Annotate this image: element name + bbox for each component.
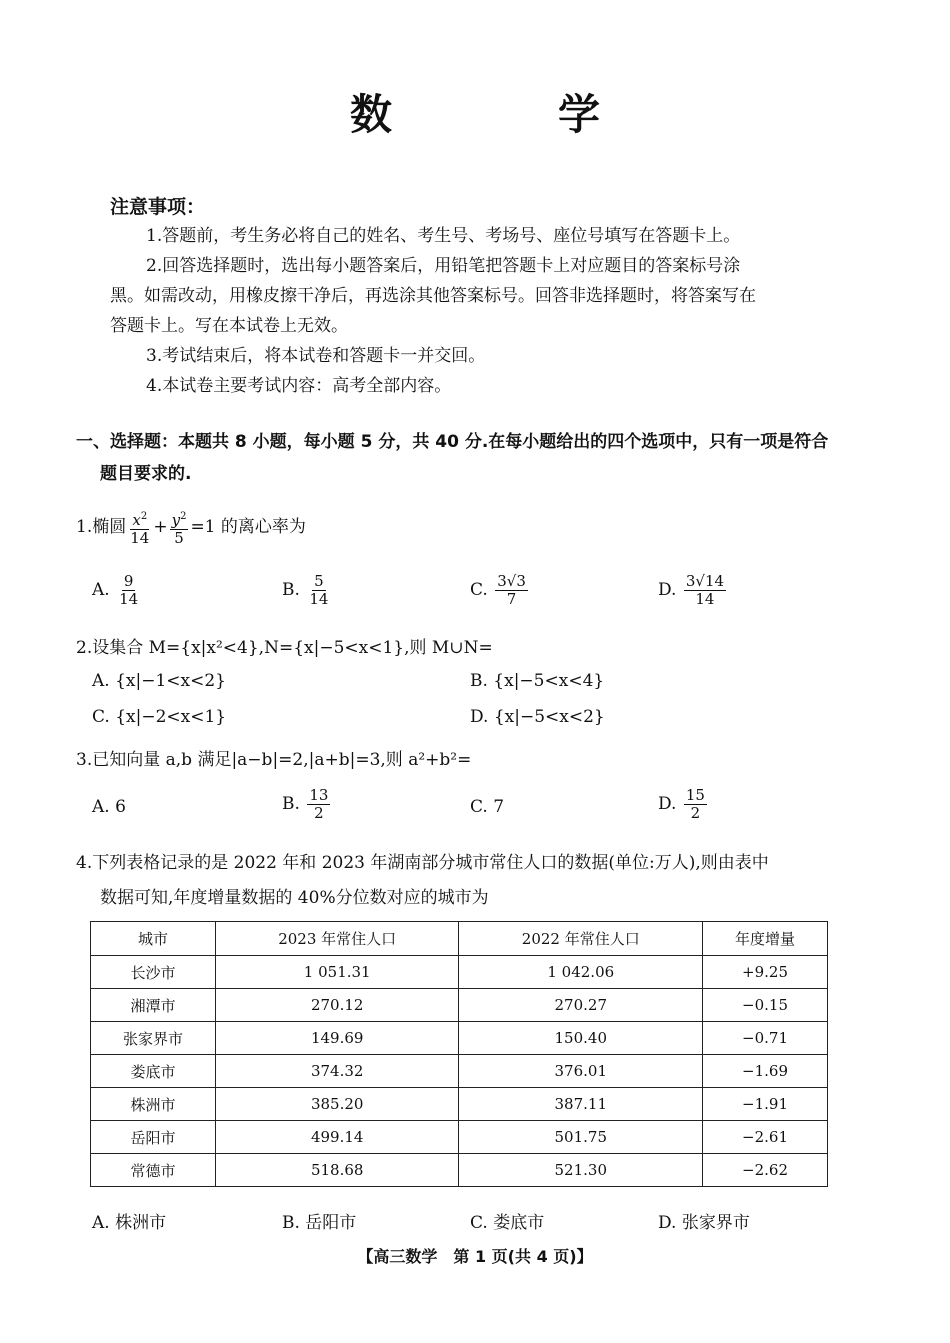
option-label: B.: [282, 580, 300, 600]
q1-fraction-x: $\frac{x^2}{14}$: [128, 508, 151, 547]
q1-suffix: =1 的离心率为: [190, 517, 306, 537]
table-row: [91, 1055, 828, 1088]
table-cell: 湘潭市: [91, 989, 216, 1022]
table-cell: 常德市: [91, 1154, 216, 1187]
table-cell: 518.68: [215, 1154, 459, 1187]
table-row: [91, 1121, 828, 1154]
q3-option-d[interactable]: [658, 787, 709, 822]
column-header: 2022 年常住人口: [459, 922, 703, 956]
column-header: 年度增量: [703, 922, 828, 956]
section-line: 一、选择题：本题共 8 小题，每小题 5 分，共 40 分.在每小题给出的四个选项中，只有一项是符合: [76, 432, 829, 452]
q2-option-c[interactable]: C. {x|−2<x<1}: [92, 707, 227, 727]
notice-item: 答题卡上。写在本试卷上无效。: [110, 316, 348, 336]
table-cell: 501.75: [459, 1121, 703, 1154]
table-cell: 150.40: [459, 1022, 703, 1055]
notice-list: [110, 221, 830, 401]
q2-option-b[interactable]: B. {x|−5<x<4}: [470, 671, 605, 691]
q3-option-c[interactable]: C. 7: [470, 797, 505, 817]
q1-option-b[interactable]: [282, 573, 332, 608]
q1-prefix: 1.椭圆: [76, 517, 127, 537]
table-row: [91, 1022, 828, 1055]
notice-heading: 注意事项：: [110, 196, 206, 218]
q3-option-b[interactable]: [282, 787, 332, 822]
table-cell: 374.32: [215, 1055, 459, 1088]
option-fraction: $\frac{3√14}{14}$: [685, 572, 725, 608]
q3-option-a[interactable]: A. 6: [92, 797, 126, 817]
notice-item: 2.回答选择题时，选出每小题答案后，用铅笔把答题卡上对应题目的答案标号涂: [146, 256, 741, 276]
table-cell: 499.14: [215, 1121, 459, 1154]
table-cell: 株洲市: [91, 1088, 216, 1121]
q4-option-b[interactable]: B. 岳阳市: [282, 1213, 357, 1233]
question-2-stem: 2.设集合 M={x|x²<4},N={x|−5<x<1},则 M∪N=: [76, 638, 493, 658]
option-label: D.: [658, 794, 677, 814]
table-cell: 娄底市: [91, 1055, 216, 1088]
table-cell: 岳阳市: [91, 1121, 216, 1154]
question-3-stem: 3.已知向量 a,b 满足|a−b|=2,|a+b|=3,则 a²+b²=: [76, 750, 472, 770]
option-label: A.: [92, 580, 110, 600]
table-cell: 385.20: [215, 1088, 459, 1121]
option-fraction: $\frac{9}{14}$: [119, 572, 139, 608]
q1-fraction-y: $\frac{y^2}{5}$: [170, 508, 189, 547]
table-cell: 387.11: [459, 1088, 703, 1121]
table-row: [91, 1154, 828, 1187]
table-cell: −2.62: [703, 1154, 828, 1187]
table-cell: 张家界市: [91, 1022, 216, 1055]
section-heading: [76, 426, 846, 490]
table-cell: −1.91: [703, 1088, 828, 1121]
q4-option-c[interactable]: C. 娄底市: [470, 1213, 545, 1233]
table-cell: 521.30: [459, 1154, 703, 1187]
table-cell: +9.25: [703, 956, 828, 989]
table-cell: −0.71: [703, 1022, 828, 1055]
table-cell: 376.01: [459, 1055, 703, 1088]
table-cell: 1 042.06: [459, 956, 703, 989]
table-cell: 1 051.31: [215, 956, 459, 989]
option-fraction: $\frac{15}{2}$: [685, 786, 705, 822]
table-row: [91, 989, 828, 1022]
question-4-line1: 4.下列表格记录的是 2022 年和 2023 年湖南部分城市常住人口的数据(单位:万人),则由表中: [76, 853, 769, 873]
population-table: [90, 921, 828, 1187]
option-fraction: $\frac{3√3}{7}$: [497, 572, 526, 608]
table-row: [91, 1088, 828, 1121]
table-cell: 长沙市: [91, 956, 216, 989]
table-cell: 270.12: [215, 989, 459, 1022]
table-row: [91, 956, 828, 989]
page-title: 数 学: [349, 90, 662, 139]
table-header-row: [91, 922, 828, 956]
q2-option-a[interactable]: A. {x|−1<x<2}: [92, 671, 226, 691]
table-cell: 270.27: [459, 989, 703, 1022]
column-header: 城市: [91, 922, 216, 956]
section-line: 题目要求的.: [100, 464, 192, 484]
option-label: D.: [658, 580, 677, 600]
option-fraction: $\frac{13}{2}$: [309, 786, 329, 822]
page-footer: 【高三数学 第 1 页(共 4 页)】: [357, 1247, 593, 1266]
q1-option-d[interactable]: [658, 573, 728, 608]
q2-option-d[interactable]: D. {x|−5<x<2}: [470, 707, 605, 727]
notice-item: 4.本试卷主要考试内容：高考全部内容。: [146, 376, 452, 396]
option-fraction: $\frac{5}{14}$: [309, 572, 329, 608]
q1-option-a[interactable]: [92, 573, 142, 608]
notice-item: 3.考试结束后，将本试卷和答题卡一并交回。: [146, 346, 486, 366]
table-cell: −2.61: [703, 1121, 828, 1154]
notice-item: 黑。如需改动，用橡皮擦干净后，再选涂其他答案标号。回答非选择题时，将答案写在: [110, 286, 756, 306]
question-4-line2: 数据可知,年度增量数据的 40%分位数对应的城市为: [100, 888, 489, 908]
question-1-stem: 1.椭圆 $\frac{x^2}{14}$ + $\frac{y^2}{5}$ =1 的离心率为: [76, 508, 306, 547]
table-cell: 149.69: [215, 1022, 459, 1055]
q1-option-c[interactable]: [470, 573, 530, 608]
option-label: B.: [282, 794, 300, 814]
notice-item: 1.答题前，考生务必将自己的姓名、考生号、考场号、座位号填写在答题卡上。: [146, 226, 741, 246]
column-header: 2023 年常住人口: [215, 922, 459, 956]
table-cell: −1.69: [703, 1055, 828, 1088]
q4-option-d[interactable]: D. 张家界市: [658, 1213, 750, 1233]
option-label: C.: [470, 580, 488, 600]
table-cell: −0.15: [703, 989, 828, 1022]
q4-option-a[interactable]: A. 株洲市: [92, 1213, 167, 1233]
